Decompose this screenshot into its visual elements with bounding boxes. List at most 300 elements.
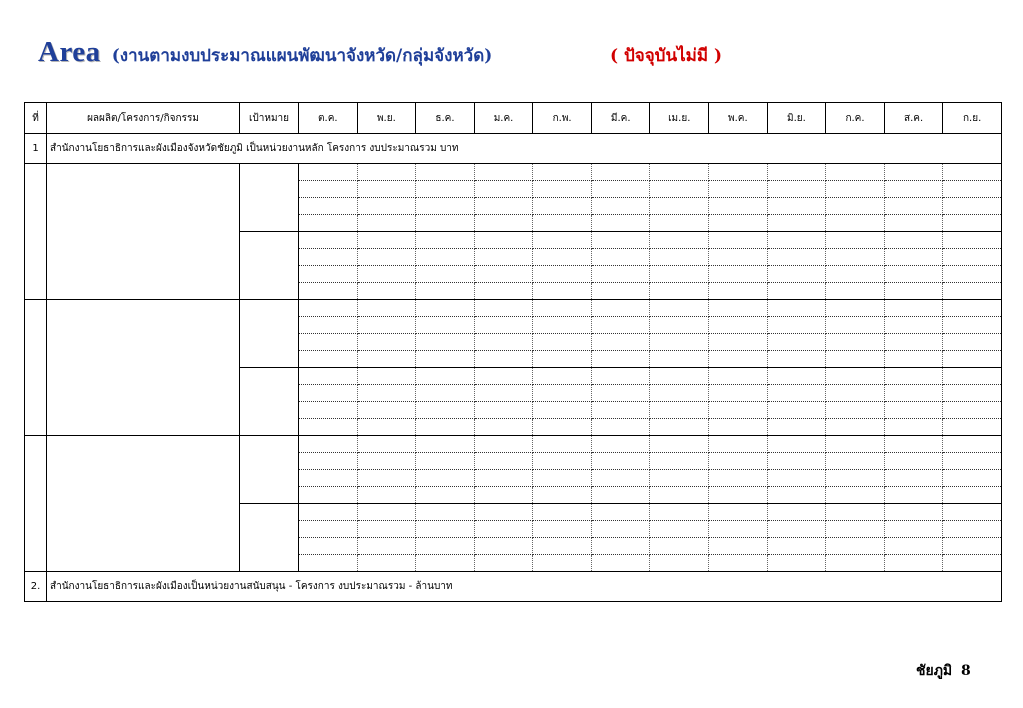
- info-row-2: [25, 572, 1002, 602]
- grid-month-cell: [943, 164, 1002, 181]
- grid-month-cell: [650, 198, 709, 215]
- grid-month-cell: [709, 521, 768, 538]
- grid-month-cell: [767, 453, 826, 470]
- grid-month-cell: [299, 215, 358, 232]
- grid-month-cell: [767, 402, 826, 419]
- grid-month-cell: [826, 368, 885, 385]
- grid-row: [25, 436, 1002, 453]
- grid-month-cell: [826, 164, 885, 181]
- grid-month-cell: [767, 181, 826, 198]
- grid-month-cell: [826, 317, 885, 334]
- grid-month-cell: [474, 334, 533, 351]
- grid-month-cell: [357, 232, 416, 249]
- grid-month-cell: [474, 453, 533, 470]
- grid-no-cell: [25, 164, 47, 300]
- grid-month-cell: [591, 538, 650, 555]
- grid-month-cell: [709, 453, 768, 470]
- grid-month-cell: [709, 538, 768, 555]
- grid-month-cell: [767, 317, 826, 334]
- grid-month-cell: [416, 385, 475, 402]
- footer-page-number: 8: [961, 663, 971, 679]
- grid-month-cell: [474, 555, 533, 572]
- grid-month-cell: [591, 504, 650, 521]
- grid-month-cell: [591, 555, 650, 572]
- grid-month-cell: [357, 504, 416, 521]
- grid-row: [25, 300, 1002, 317]
- grid-month-cell: [767, 334, 826, 351]
- grid-month-cell: [943, 232, 1002, 249]
- grid-month-cell: [884, 385, 943, 402]
- grid-month-cell: [709, 487, 768, 504]
- grid-month-cell: [357, 317, 416, 334]
- grid-month-cell: [884, 164, 943, 181]
- grid-month-cell: [533, 317, 592, 334]
- grid-month-cell: [299, 300, 358, 317]
- grid-month-cell: [416, 521, 475, 538]
- grid-month-cell: [299, 402, 358, 419]
- grid-month-cell: [826, 385, 885, 402]
- header-month-may: พ.ค.: [709, 103, 768, 134]
- grid-month-cell: [650, 419, 709, 436]
- grid-month-cell: [357, 521, 416, 538]
- grid-month-cell: [591, 521, 650, 538]
- grid-month-cell: [884, 453, 943, 470]
- grid-month-cell: [943, 385, 1002, 402]
- grid-month-cell: [709, 232, 768, 249]
- grid-month-cell: [299, 419, 358, 436]
- grid-month-cell: [357, 487, 416, 504]
- grid-month-cell: [826, 487, 885, 504]
- grid-month-cell: [533, 351, 592, 368]
- grid-month-cell: [943, 266, 1002, 283]
- grid-month-cell: [533, 419, 592, 436]
- grid-month-cell: [591, 300, 650, 317]
- grid-month-cell: [357, 436, 416, 453]
- grid-month-cell: [591, 215, 650, 232]
- grid-month-cell: [884, 470, 943, 487]
- grid-month-cell: [826, 402, 885, 419]
- grid-month-cell: [826, 351, 885, 368]
- page-footer: [912, 660, 971, 682]
- grid-month-cell: [709, 266, 768, 283]
- grid-month-cell: [591, 334, 650, 351]
- grid-month-cell: [884, 215, 943, 232]
- grid-row: [25, 164, 1002, 181]
- title-main: Area: [38, 36, 101, 68]
- grid-month-cell: [826, 198, 885, 215]
- grid-month-cell: [650, 470, 709, 487]
- grid-month-cell: [533, 453, 592, 470]
- grid-month-cell: [357, 249, 416, 266]
- grid-month-cell: [884, 232, 943, 249]
- grid-month-cell: [943, 300, 1002, 317]
- header-month-mar: มี.ค.: [591, 103, 650, 134]
- grid-month-cell: [650, 164, 709, 181]
- grid-month-cell: [416, 402, 475, 419]
- grid-month-cell: [416, 181, 475, 198]
- grid-month-cell: [826, 334, 885, 351]
- grid-month-cell: [943, 419, 1002, 436]
- grid-month-cell: [533, 436, 592, 453]
- grid-month-cell: [943, 504, 1002, 521]
- grid-month-cell: [474, 232, 533, 249]
- grid-month-cell: [709, 402, 768, 419]
- grid-month-cell: [474, 487, 533, 504]
- grid-month-cell: [943, 283, 1002, 300]
- grid-month-cell: [767, 521, 826, 538]
- info-row-2-text: สำนักงานโยธาธิการและผังเมืองเป็นหน่วยงานสนับสนุน - โครงการ งบประมาณรวม - ล้านบาท: [47, 572, 1002, 602]
- grid-month-cell: [943, 368, 1002, 385]
- grid-month-cell: [650, 249, 709, 266]
- grid-month-cell: [650, 300, 709, 317]
- grid-month-cell: [826, 436, 885, 453]
- grid-month-cell: [884, 249, 943, 266]
- grid-item-cell: [47, 436, 240, 572]
- grid-month-cell: [650, 402, 709, 419]
- grid-month-cell: [357, 198, 416, 215]
- grid-month-cell: [884, 555, 943, 572]
- grid-month-cell: [533, 504, 592, 521]
- grid-month-cell: [826, 300, 885, 317]
- grid-month-cell: [709, 351, 768, 368]
- grid-month-cell: [767, 215, 826, 232]
- grid-month-cell: [416, 453, 475, 470]
- grid-month-cell: [884, 402, 943, 419]
- grid-month-cell: [533, 164, 592, 181]
- grid-month-cell: [416, 470, 475, 487]
- grid-month-cell: [826, 521, 885, 538]
- grid-month-cell: [709, 334, 768, 351]
- grid-month-cell: [826, 232, 885, 249]
- grid-month-cell: [709, 249, 768, 266]
- grid-month-cell: [884, 368, 943, 385]
- grid-month-cell: [826, 283, 885, 300]
- grid-month-cell: [299, 385, 358, 402]
- grid-target-cell: [240, 164, 299, 232]
- grid-month-cell: [650, 351, 709, 368]
- grid-month-cell: [767, 283, 826, 300]
- grid-month-cell: [299, 266, 358, 283]
- grid-month-cell: [767, 368, 826, 385]
- grid-month-cell: [357, 368, 416, 385]
- header-month-dec: ธ.ค.: [416, 103, 475, 134]
- grid-month-cell: [884, 266, 943, 283]
- grid-month-cell: [591, 436, 650, 453]
- grid-target-cell: [240, 436, 299, 504]
- grid-month-cell: [416, 487, 475, 504]
- grid-month-cell: [650, 181, 709, 198]
- grid-month-cell: [884, 538, 943, 555]
- title-subtitle: (งานตามงบประมาณแผนพัฒนาจังหวัด/กลุ่มจังหวัด): [111, 46, 493, 66]
- grid-month-cell: [474, 470, 533, 487]
- grid-month-cell: [650, 453, 709, 470]
- info-row-2-no: 2.: [25, 572, 47, 602]
- grid-month-cell: [474, 300, 533, 317]
- grid-month-cell: [474, 351, 533, 368]
- grid-month-cell: [357, 538, 416, 555]
- grid-month-cell: [826, 504, 885, 521]
- grid-month-cell: [416, 334, 475, 351]
- header-month-jan: ม.ค.: [474, 103, 533, 134]
- grid-month-cell: [416, 215, 475, 232]
- grid-month-cell: [709, 198, 768, 215]
- grid-month-cell: [416, 351, 475, 368]
- grid-month-cell: [416, 436, 475, 453]
- grid-month-cell: [884, 334, 943, 351]
- grid-month-cell: [533, 232, 592, 249]
- grid-month-cell: [767, 470, 826, 487]
- grid-target-cell: [240, 368, 299, 436]
- grid-month-cell: [650, 283, 709, 300]
- grid-month-cell: [299, 504, 358, 521]
- grid-month-cell: [709, 436, 768, 453]
- grid-month-cell: [943, 334, 1002, 351]
- plan-table: [24, 102, 1002, 602]
- grid-month-cell: [826, 249, 885, 266]
- grid-month-cell: [591, 181, 650, 198]
- grid-month-cell: [709, 555, 768, 572]
- grid-month-cell: [591, 402, 650, 419]
- grid-month-cell: [884, 504, 943, 521]
- grid-month-cell: [943, 215, 1002, 232]
- grid-month-cell: [826, 181, 885, 198]
- grid-month-cell: [884, 436, 943, 453]
- grid-month-cell: [650, 504, 709, 521]
- grid-month-cell: [474, 283, 533, 300]
- grid-month-cell: [299, 555, 358, 572]
- grid-month-cell: [943, 181, 1002, 198]
- grid-month-cell: [416, 164, 475, 181]
- grid-month-cell: [943, 402, 1002, 419]
- grid-month-cell: [416, 368, 475, 385]
- grid-month-cell: [943, 351, 1002, 368]
- grid-month-cell: [533, 300, 592, 317]
- grid-month-cell: [416, 504, 475, 521]
- grid-month-cell: [943, 436, 1002, 453]
- grid-month-cell: [474, 419, 533, 436]
- grid-month-cell: [767, 266, 826, 283]
- grid-month-cell: [767, 419, 826, 436]
- grid-month-cell: [357, 215, 416, 232]
- grid-month-cell: [767, 232, 826, 249]
- grid-month-cell: [650, 215, 709, 232]
- grid-month-cell: [474, 402, 533, 419]
- grid-month-cell: [416, 198, 475, 215]
- grid-month-cell: [416, 283, 475, 300]
- grid-month-cell: [650, 555, 709, 572]
- grid-month-cell: [650, 232, 709, 249]
- header-month-sep: ก.ย.: [943, 103, 1002, 134]
- grid-month-cell: [591, 198, 650, 215]
- grid-month-cell: [299, 487, 358, 504]
- grid-no-cell: [25, 300, 47, 436]
- grid-month-cell: [650, 521, 709, 538]
- grid-month-cell: [826, 419, 885, 436]
- info-row-1: [25, 134, 1002, 164]
- title-note: ( ปัจจุบันไม่มี ): [610, 46, 723, 66]
- grid-month-cell: [767, 436, 826, 453]
- grid-target-cell: [240, 300, 299, 368]
- header-month-aug: ส.ค.: [884, 103, 943, 134]
- grid-month-cell: [299, 232, 358, 249]
- grid-month-cell: [357, 470, 416, 487]
- grid-month-cell: [357, 453, 416, 470]
- info-row-1-text: สำนักงานโยธาธิการและผังเมืองจังหวัดชัยภูมิ เป็นหน่วยงานหลัก โครงการ งบประมาณรวม บาท: [47, 134, 1002, 164]
- grid-month-cell: [591, 232, 650, 249]
- grid-month-cell: [591, 487, 650, 504]
- grid-month-cell: [591, 385, 650, 402]
- grid-month-cell: [826, 555, 885, 572]
- page-title: [38, 36, 492, 72]
- grid-month-cell: [357, 300, 416, 317]
- grid-month-cell: [826, 470, 885, 487]
- grid-month-cell: [474, 368, 533, 385]
- grid-month-cell: [299, 368, 358, 385]
- grid-month-cell: [650, 368, 709, 385]
- grid-month-cell: [357, 334, 416, 351]
- grid-month-cell: [709, 317, 768, 334]
- header-month-feb: ก.พ.: [533, 103, 592, 134]
- grid-month-cell: [533, 334, 592, 351]
- header-target: เป้าหมาย: [240, 103, 299, 134]
- grid-month-cell: [591, 453, 650, 470]
- grid-month-cell: [650, 317, 709, 334]
- grid-month-cell: [474, 198, 533, 215]
- grid-month-cell: [357, 555, 416, 572]
- grid-month-cell: [474, 436, 533, 453]
- grid-month-cell: [533, 368, 592, 385]
- grid-month-cell: [709, 368, 768, 385]
- header-no: ที่: [25, 103, 47, 134]
- grid-month-cell: [650, 436, 709, 453]
- grid-month-cell: [767, 198, 826, 215]
- grid-month-cell: [884, 419, 943, 436]
- grid-month-cell: [299, 436, 358, 453]
- grid-month-cell: [533, 283, 592, 300]
- grid-month-cell: [709, 504, 768, 521]
- grid-month-cell: [474, 538, 533, 555]
- grid-month-cell: [650, 334, 709, 351]
- grid-month-cell: [299, 181, 358, 198]
- info-row-1-no: 1: [25, 134, 47, 164]
- grid-month-cell: [416, 249, 475, 266]
- grid-month-cell: [474, 215, 533, 232]
- grid-month-cell: [767, 351, 826, 368]
- grid-month-cell: [767, 164, 826, 181]
- grid-month-cell: [416, 555, 475, 572]
- grid-month-cell: [943, 555, 1002, 572]
- grid-month-cell: [533, 181, 592, 198]
- grid-month-cell: [709, 300, 768, 317]
- grid-month-cell: [943, 198, 1002, 215]
- grid-target-cell: [240, 504, 299, 572]
- grid-month-cell: [299, 164, 358, 181]
- grid-month-cell: [533, 249, 592, 266]
- grid-month-cell: [591, 470, 650, 487]
- grid-no-cell: [25, 436, 47, 572]
- grid-month-cell: [591, 351, 650, 368]
- grid-month-cell: [357, 419, 416, 436]
- grid-month-cell: [533, 538, 592, 555]
- grid-month-cell: [650, 538, 709, 555]
- grid-month-cell: [943, 487, 1002, 504]
- grid-month-cell: [533, 215, 592, 232]
- grid-month-cell: [943, 470, 1002, 487]
- header-row: [25, 103, 1002, 134]
- grid-month-cell: [591, 419, 650, 436]
- grid-month-cell: [826, 538, 885, 555]
- grid-month-cell: [884, 487, 943, 504]
- grid-month-cell: [943, 538, 1002, 555]
- grid-item-cell: [47, 164, 240, 300]
- grid-month-cell: [357, 385, 416, 402]
- grid-month-cell: [884, 351, 943, 368]
- grid-month-cell: [416, 266, 475, 283]
- grid-target-cell: [240, 232, 299, 300]
- grid-month-cell: [591, 249, 650, 266]
- grid-month-cell: [767, 555, 826, 572]
- header-month-nov: พ.ย.: [357, 103, 416, 134]
- grid-month-cell: [416, 232, 475, 249]
- grid-month-cell: [826, 266, 885, 283]
- grid-month-cell: [299, 538, 358, 555]
- grid-month-cell: [943, 521, 1002, 538]
- header-month-oct: ต.ค.: [299, 103, 358, 134]
- grid-month-cell: [533, 555, 592, 572]
- grid-month-cell: [533, 402, 592, 419]
- grid-month-cell: [533, 487, 592, 504]
- grid-month-cell: [299, 334, 358, 351]
- grid-month-cell: [767, 249, 826, 266]
- grid-month-cell: [533, 385, 592, 402]
- grid-month-cell: [709, 164, 768, 181]
- grid-month-cell: [357, 164, 416, 181]
- grid-month-cell: [533, 198, 592, 215]
- grid-month-cell: [767, 504, 826, 521]
- grid-month-cell: [357, 351, 416, 368]
- grid-month-cell: [299, 351, 358, 368]
- grid-month-cell: [299, 453, 358, 470]
- grid-month-cell: [767, 487, 826, 504]
- grid-month-cell: [533, 266, 592, 283]
- grid-month-cell: [650, 487, 709, 504]
- grid-month-cell: [943, 453, 1002, 470]
- grid-month-cell: [884, 198, 943, 215]
- grid-month-cell: [884, 317, 943, 334]
- grid-month-cell: [474, 504, 533, 521]
- grid-month-cell: [884, 300, 943, 317]
- grid-month-cell: [416, 300, 475, 317]
- grid-month-cell: [299, 198, 358, 215]
- grid-month-cell: [884, 283, 943, 300]
- grid-month-cell: [474, 266, 533, 283]
- footer-place: ชัยภูมิ: [916, 663, 953, 679]
- grid-item-cell: [47, 300, 240, 436]
- grid-month-cell: [591, 266, 650, 283]
- grid-month-cell: [299, 283, 358, 300]
- grid-month-cell: [299, 470, 358, 487]
- grid-month-cell: [943, 249, 1002, 266]
- grid-month-cell: [474, 385, 533, 402]
- grid-month-cell: [533, 521, 592, 538]
- header-month-apr: เม.ย.: [650, 103, 709, 134]
- grid-month-cell: [709, 283, 768, 300]
- grid-month-cell: [591, 317, 650, 334]
- grid-month-cell: [357, 283, 416, 300]
- grid-month-cell: [416, 538, 475, 555]
- header-month-jun: มิ.ย.: [767, 103, 826, 134]
- grid-month-cell: [299, 521, 358, 538]
